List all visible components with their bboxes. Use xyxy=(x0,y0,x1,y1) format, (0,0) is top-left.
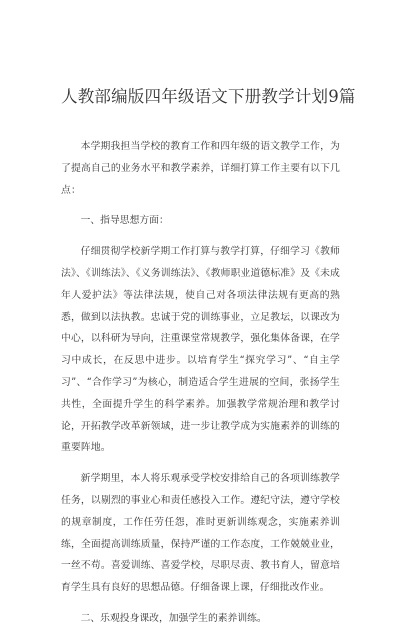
section-heading-guiding-ideology: 一、指导思想方面： xyxy=(80,215,169,227)
new-semester-paragraph: 新学期里，本人将乐观承受学校安排给自己的各项训练教学任务，以剔烈的事业心和责任感投入工作。遵纪守法，遵守学校的规章制度，工作任劳任怨，准时更新训练观念，实施素养训练，全面提高训练质量，保持严谨的工作态度，工作兢兢业业，一丝不苟。喜爱训练、喜爱学校，尽职尽责、教书育人，留意培育学生具有良好的思想品德。仔细备课上课，仔细批改作业。 xyxy=(61,473,340,594)
intro-paragraph: 本学期我担当学校的教育工作和四年级的语文教学工作，为了提高自己的业务水平和教学素养，详细打算工作主要有以下几点： xyxy=(61,141,340,196)
document-title: 人教部编版四年级语文下册教学计划9篇 xyxy=(61,87,356,106)
section-heading-curriculum-reform: 二、乐观投身课改，加强学生的素养训练。 xyxy=(80,612,267,624)
guiding-ideology-paragraph: 仔细贯彻学校新学期工作打算与教学打算，仔细学习《教师法》、《训练法》、《义务训练法》、《教师职业道德标准》及《未成年人爱护法》等法律法规，使自己对各项法律法规有更高的熟悉，做到以法执教。忠诚于党的训练事业，立足教坛，以课改为中心，以科研为导向，注重课堂常规教学，强化集体备课，在学习中成长，在反思中进步。以培育学生“探究学习”、“自主学习”、“合作学习”为核心，制造适合学生进展的空间，张扬学生共性，全面提升学生的科学素养。加强教学常规治理和教学讨论，开拓教学改革新领域，进一步让教学成为实施素养的训练的重要阵地。 xyxy=(61,246,340,454)
